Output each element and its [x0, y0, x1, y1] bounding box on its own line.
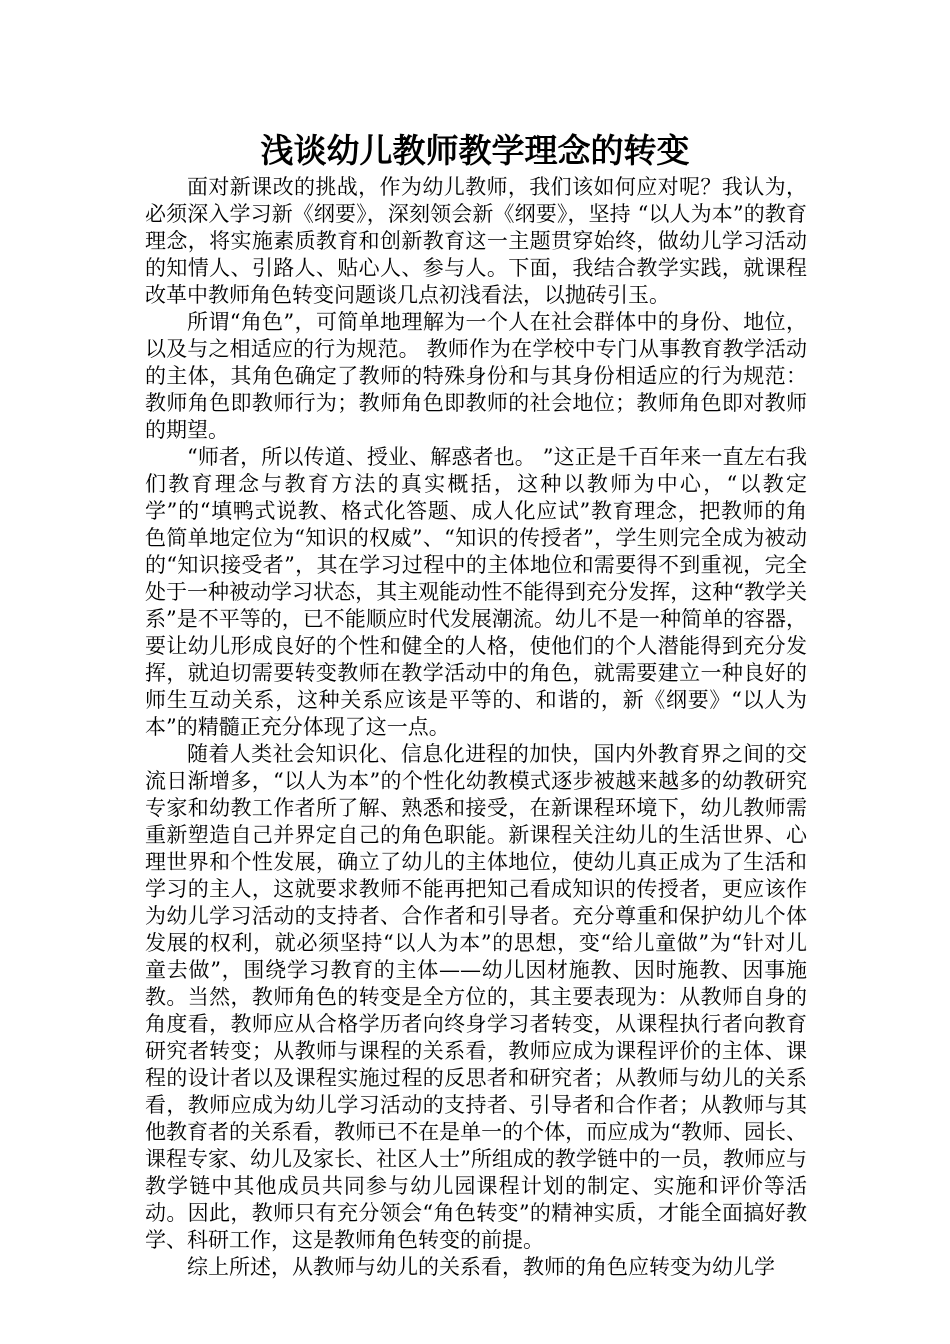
paragraph-3: “师者，所以传道、授业、解惑者也。 ”这正是千百年来一直左右我们教育理念与教育方法的真实概括，这种以教师为中心，“以教定学”的“填鸭式说教、格式化答题、成人化应试”教育理念，把教师的角色简单地定位为“知识的权威”、“知识的传授者”，学生则完全成为被动的“知识接受者”，其在学习过程中的主体地位和需要得不到重视，完全处于一种被动学习状态，其主观能动性不能得到充分发挥，这种“教学关系”是不平等的，已不能顺应时代发展潮流。幼儿不是一种简单的容器，要让幼儿形成良好的个性和健全的人格，使他们的个人潜能得到充分发挥，就迫切需要转变教师在教学活动中的角色，就需要建立一种良好的师生互动关系，这种关系应该是平等的、和谐的，新《纲要》“以人为本”的精髓正充分体现了这一点。: [145, 445, 807, 739]
paragraph-2: 所谓“角色”，可简单地理解为一个人在社会群体中的身份、地位，以及与之相适应的行为规范。 教师作为在学校中专门从事教育教学活动的主体，其角色确定了教师的特殊身份和与其身份相适应的行为规范：教师角色即教师行为；教师角色即教师的社会地位；教师角色即对教师的期望。: [145, 310, 807, 442]
paragraph-1: 面对新课改的挑战，作为幼儿教师，我们该如何应对呢？我认为，必须深入学习新《纲要》，深刻领会新《纲要》，坚持 “以人为本”的教育理念，将实施素质教育和创新教育这一主题贯穿始终，做幼儿学习活动的知情人、引路人、贴心人、参与人。下面，我结合教学实践，就课程改革中教师角色转变问题谈几点初浅看法，以抛砖引玉。: [145, 175, 807, 307]
paragraph-5: 综上所述，从教师与幼儿的关系看，教师的角色应转变为幼儿学: [187, 1255, 775, 1279]
document-body: [145, 174, 807, 1281]
document-title: 浅谈幼儿教师教学理念的转变: [260, 131, 690, 170]
paragraph-4: 随着人类社会知识化、信息化进程的加快，国内外教育界之间的交流日渐增多，“以人为本”的个性化幼教模式逐步被越来越多的幼教研究专家和幼教工作者所了解、熟悉和接受，在新课程环境下，幼儿教师需重新塑造自己并界定自己的角色职能。新课程关注幼儿的生活世界、心理世界和个性发展，确立了幼儿的主体地位，使幼儿真正成为了生活和学习的主人，这就要求教师不能再把知己看成知识的传授者，更应该作为幼儿学习活动的支持者、合作者和引导者。充分尊重和保护幼儿个体发展的权利，就必须坚持“以人为本”的思想，变“给儿童做”为“针对儿童去做”，围绕学习教育的主体——幼儿因材施教、因时施教、因事施教。当然，教师角色的转变是全方位的，其主要表现为：从教师自身的角度看，教师应从合格学历者向终身学习者转变，从课程执行者向教育研究者转变；从教师与课程的关系看，教师应成为课程评价的主体、课程的设计者以及课程实施过程的反思者和研究者；从教师与幼儿的关系看，教师应成为幼儿学习活动的支持者、引导者和合作者；从教师与其他教育者的关系看，教师已不在是单一的个体，而应成为“教师、园长、课程专家、幼儿及家长、社区人士”所组成的教学链中的一员，教师应与教学链中其他成员共同参与幼儿园课程计划的制定、实施和评价等活动。因此，教师只有充分领会“角色转变”的精神实质，才能全面搞好教学、科研工作，这是教师角色转变的前提。: [145, 742, 807, 1252]
